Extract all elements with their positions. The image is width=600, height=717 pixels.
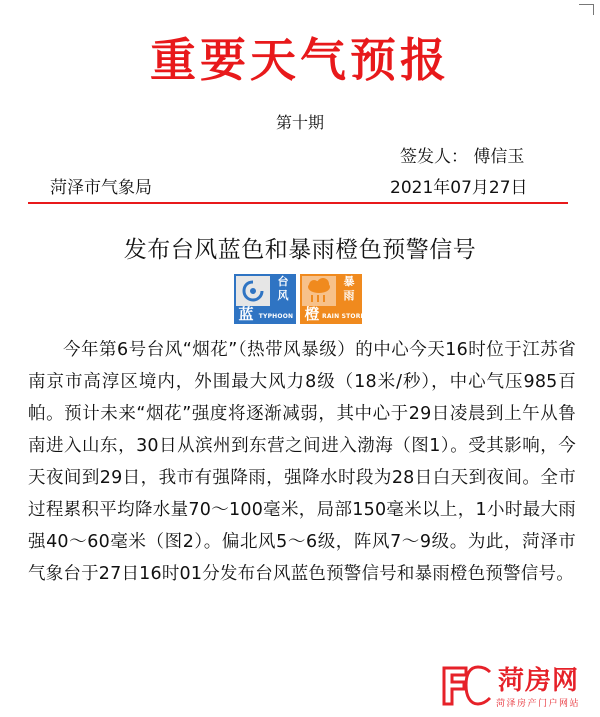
signer: 签发人： 傅信玉 <box>400 147 525 167</box>
typhoon-blue-signal <box>234 274 296 324</box>
issuing-agency: 菏泽市气象局 <box>50 178 152 198</box>
typhoon-english-label: TYPHOON <box>258 313 294 320</box>
issue-date: 2021年07月27日 <box>390 178 528 198</box>
signal-level-orange: 橙 <box>304 305 320 323</box>
document-title: 重要天气预报 <box>150 33 450 87</box>
rain-cloud-icon <box>302 276 336 306</box>
typhoon-label: 台 风 <box>277 275 289 302</box>
rainstorm-orange-signal <box>300 274 367 324</box>
rainstorm-english-label: RAIN STORM <box>322 313 367 320</box>
issue-number: 第十期 <box>275 113 324 132</box>
site-watermark <box>436 660 600 717</box>
typhoon-icon <box>236 276 270 306</box>
rainstorm-label: 暴 雨 <box>343 275 355 302</box>
watermark-subtitle: 菏泽房产门户网站 <box>496 699 581 709</box>
forecast-body <box>28 334 576 590</box>
signal-level-blue: 蓝 <box>238 305 254 323</box>
watermark-site-name: 菏房网 <box>498 666 580 696</box>
header-divider <box>28 202 568 204</box>
warning-signals <box>234 274 367 324</box>
headline: 发布台风蓝色和暴雨橙色预警信号 <box>123 237 477 263</box>
fc-logo-icon <box>438 664 494 708</box>
corner-mark <box>579 4 594 15</box>
forecast-paragraph: 今年第6号台风“烟花”（热带风暴级）的中心今天16时位于江苏省南京市高淳区境内，外围最大风力8级（18米/秒），中心气压985百帕。预计未来“烟花”强度将逐渐减弱，其中心于29日凌晨到上午从鲁南进入山东，30日从滨州到东营之间进入渤海（图1）。受其影响，今天夜间到29日，我市有强降雨，强降水时段为28日白天到夜间。全市过程累积平均降水量70～100毫米，局部150毫米以上，1小时最大雨强40～60毫米（图2）。偏北风5～6级，阵风7～9级。为此，菏泽市气象台于27日16时01分发布台风蓝色预警信号和暴雨橙色预警信号。 <box>28 340 576 584</box>
